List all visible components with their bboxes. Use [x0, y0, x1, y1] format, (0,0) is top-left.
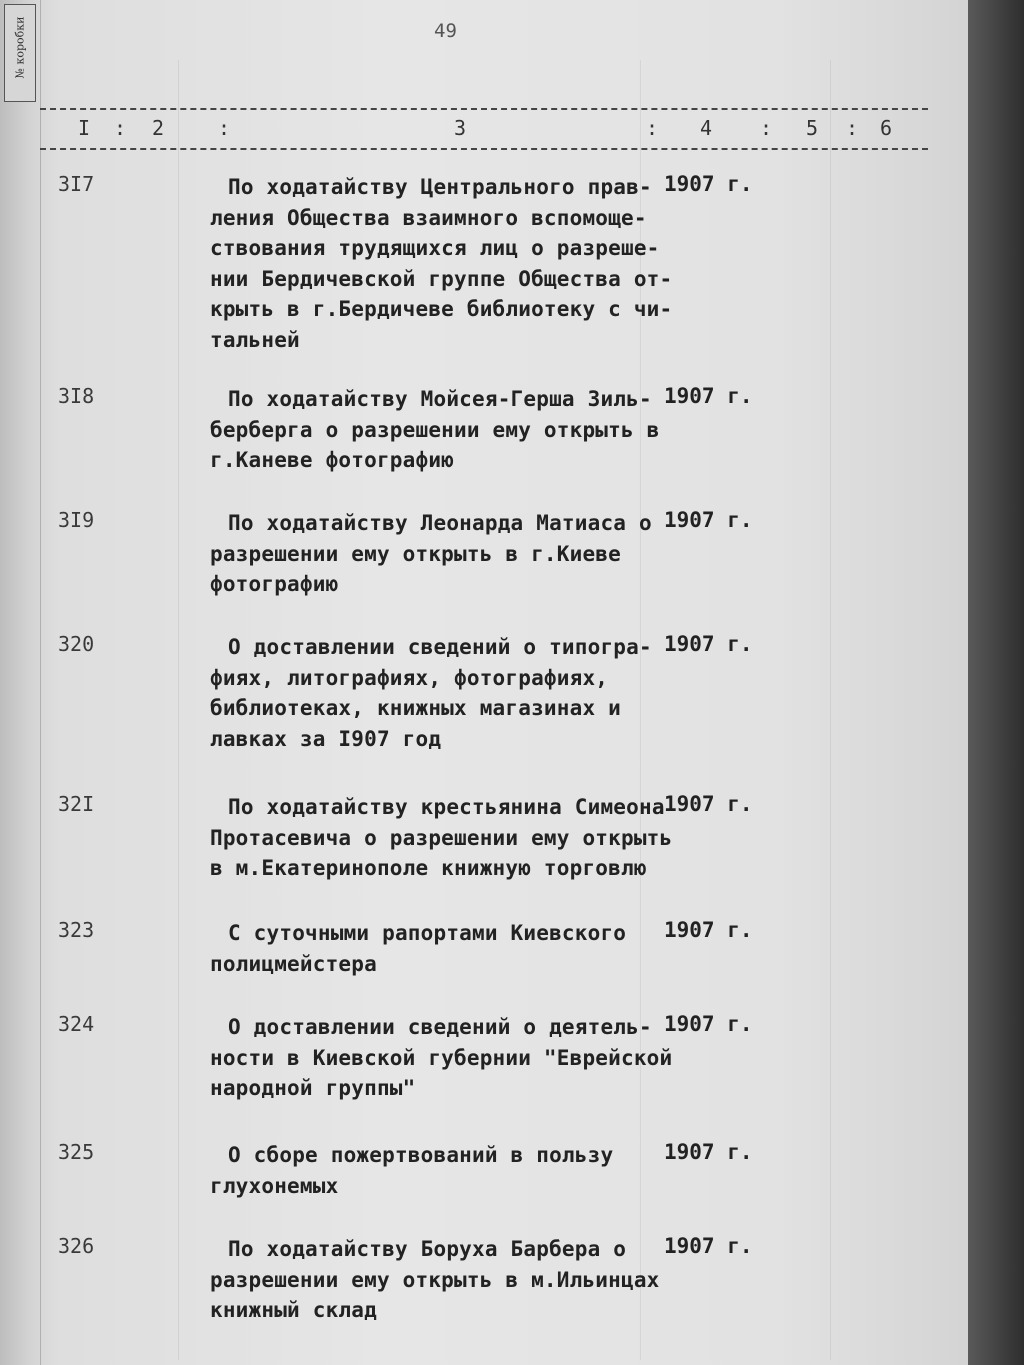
column-separator: :	[846, 116, 859, 140]
entry-title-line: О сборе пожертвований в пользу	[228, 1143, 614, 1167]
entry-year: 1907 г.	[664, 918, 753, 942]
entry-title-line: в м.Екатеринополе книжную торговлю	[210, 856, 647, 880]
entry-title-line: народной группы"	[210, 1076, 416, 1100]
entry-title-line: О доставлении сведений о деятель-	[228, 1015, 652, 1039]
entry-title-line: лавках за I907 год	[210, 726, 442, 751]
column-separator: :	[114, 116, 127, 140]
entry-number: 320	[58, 632, 95, 656]
entry-title	[210, 1234, 670, 1326]
entry-year: 1907 г.	[664, 172, 753, 196]
column-guide-line	[830, 60, 831, 1360]
entry-title	[210, 508, 670, 600]
entry-title	[210, 384, 670, 476]
column-header-4: 4	[700, 116, 713, 140]
entry-title-line: По ходатайству Центрального прав-	[228, 175, 652, 199]
entry-title-line: ности в Киевской губернии "Еврейской	[210, 1045, 673, 1070]
entry-title-line: полицмейстера	[210, 951, 377, 976]
column-header-6: 6	[880, 116, 893, 140]
page-edge-shadow	[968, 0, 1024, 1365]
entry-title	[210, 792, 673, 884]
entry-title-line: О доставлении сведений о типогра-	[228, 635, 652, 659]
entry-number: 3I8	[58, 384, 95, 408]
entry-title-line: С суточными рапортами Киевского	[228, 921, 627, 945]
entry-title-line: нии Бердичевской группе Общества от-	[210, 266, 673, 291]
entry-title-line: библиотеках, книжных магазинах и	[210, 696, 621, 720]
entry-year: 1907 г.	[664, 632, 753, 656]
entry-title-line: По ходатайству крестьянина Симеона	[228, 795, 665, 819]
box-number-stamp	[4, 4, 36, 102]
entry-year: 1907 г.	[664, 508, 753, 532]
column-header-2: 2	[152, 116, 165, 140]
column-header-5: 5	[806, 116, 819, 140]
entry-title-line: По ходатайству Мойсея-Герша Зиль-	[228, 387, 652, 411]
column-guide-line	[178, 60, 179, 1360]
entry-number: 3I9	[58, 508, 95, 532]
entry-title-line: ления Общества взаимного вспомоще-	[210, 205, 647, 230]
page-binding	[0, 0, 41, 1365]
column-separator: :	[760, 116, 773, 140]
entry-title-line: берберга о разрешении ему открыть в	[210, 417, 660, 442]
header-rule-bottom	[40, 148, 928, 150]
entry-number: 32I	[58, 792, 95, 816]
entry-title	[210, 1140, 670, 1201]
entry-title-line: разрешении ему открыть в м.Ильинцах	[210, 1267, 660, 1292]
entry-title-line: фотографию	[210, 572, 339, 596]
entry-title-line: разрешении ему открыть в г.Киеве	[210, 541, 621, 566]
stamp-label: № коробки	[13, 16, 27, 79]
entry-title-line: фиях, литографиях, фотографиях,	[210, 665, 609, 690]
entry-title-line: По ходатайству Боруха Барбера о	[228, 1237, 627, 1261]
entry-number: 324	[58, 1012, 95, 1036]
entry-number: 3I7	[58, 172, 95, 196]
entry-year: 1907 г.	[664, 792, 753, 816]
entry-title-line: тальней	[210, 327, 300, 352]
entry-number: 326	[58, 1234, 95, 1258]
entry-number: 325	[58, 1140, 95, 1164]
entry-title-line: г.Каневе фотографию	[210, 448, 455, 472]
entry-title	[210, 172, 673, 355]
entry-year: 1907 г.	[664, 1234, 753, 1258]
entry-year: 1907 г.	[664, 384, 753, 408]
column-separator: :	[218, 116, 231, 140]
page-number: 49	[434, 20, 457, 42]
entry-title-line: книжный склад	[210, 1298, 377, 1322]
entry-title-line: Протасевича о разрешении ему открыть	[210, 825, 673, 850]
entry-title-line: глухонемых	[210, 1173, 339, 1198]
entry-title-line: крыть в г.Бердичеве библиотеку с чи-	[210, 297, 673, 321]
entry-title	[210, 632, 670, 754]
entry-year: 1907 г.	[664, 1140, 753, 1164]
entry-title-line: ствования трудящихся лиц о разреше-	[210, 236, 660, 260]
entry-title	[210, 918, 670, 979]
column-separator: :	[646, 116, 659, 140]
entry-title	[210, 1012, 673, 1104]
column-header-1: I	[78, 116, 91, 140]
entry-year: 1907 г.	[664, 1012, 753, 1036]
column-header-3: 3	[454, 116, 467, 140]
entry-number: 323	[58, 918, 95, 942]
header-rule-top	[40, 108, 928, 110]
entry-title-line: По ходатайству Леонарда Матиаса о	[228, 511, 652, 535]
